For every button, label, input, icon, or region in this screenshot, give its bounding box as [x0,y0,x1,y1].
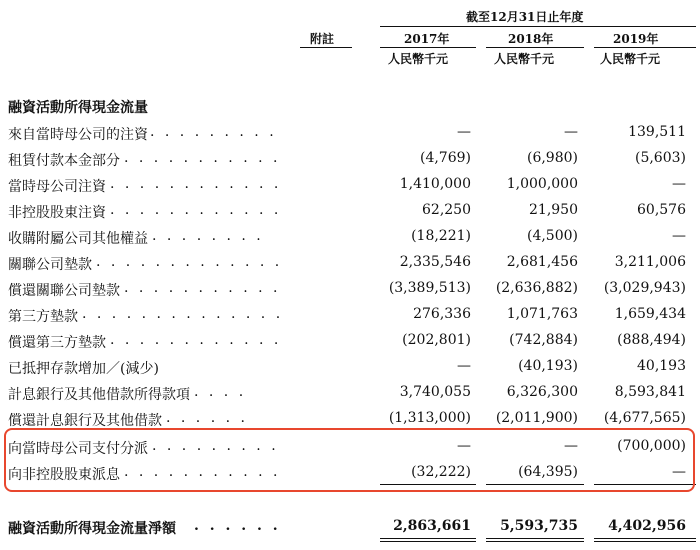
row-label: 向當時母公司支付分派 [8,441,148,457]
cell-2018: 21,950 [529,202,578,218]
cell-2017: 276,336 [413,306,471,322]
row-leader-dots: . . . . . . . . . . . . [110,332,282,348]
cell-2017: 2,335,546 [399,254,471,270]
year-2019-header: 2019年 [613,32,659,46]
total-line-2017-a [380,538,476,539]
row-label: 當時母公司注資 [8,179,106,195]
cell-2018: (64,395) [518,464,578,480]
row-label: 償還關聯公司墊款 [8,283,120,299]
cell-2019: 40,193 [637,358,686,374]
cell-2017: — [457,438,471,454]
year-2017-header: 2017年 [404,32,450,46]
cell-2019: — [672,464,686,480]
total-line-2019-a [594,538,696,539]
unit-2019: 人民幣千元 [600,52,661,66]
note-header: 附註 [310,32,335,46]
cell-2019: (3,029,943) [603,280,686,296]
cell-2018: 1,000,000 [506,176,578,192]
row-label: 第三方墊款 [8,309,78,325]
row-leader-dots: . . . . . . . . . . . . [110,202,282,218]
cell-2017: 1,410,000 [399,176,471,192]
year-2017-underline [380,47,476,48]
cell-2017: (4,769) [419,150,471,166]
total-line-2017-b [380,541,476,542]
cell-2018: 6,326,300 [506,384,578,400]
row-label: 償還計息銀行及其他借款 [8,413,162,429]
row-leader-dots: . . . . . . . . [152,228,264,244]
note-underline [300,47,352,48]
cell-2018: 1,071,763 [506,306,578,322]
total-line-2019-b [594,541,696,542]
row-leader-dots: . . . . . . . . . [150,124,277,140]
row-label: 來自當時母公司的注資 [8,127,148,143]
row-label: 已抵押存款增加／(減少) [8,361,159,377]
total-line-2018-a [486,538,584,539]
total-label: 融資活動所得現金流量淨額 [8,521,176,537]
total-2017: 2,863,661 [393,518,471,534]
row-leader-dots: . . . . . . . . . . . . [110,176,282,192]
row-leader-dots: . . . . . . . . . . . [124,150,281,166]
row-leader-dots: . . . . [194,384,247,400]
period-title: 截至12月31日止年度 [466,10,584,24]
cell-2018: 2,681,456 [506,254,578,270]
row-leader-dots: . . . . . . . . . [152,438,279,454]
cell-2019: (888,494) [617,332,686,348]
unit-2017: 人民幣千元 [388,52,449,66]
row-label: 計息銀行及其他借款所得款項 [8,387,190,403]
cell-2019: — [672,228,686,244]
cell-2018: (2,636,882) [495,280,578,296]
cell-2019: (5,603) [634,150,686,166]
cell-2017: (18,221) [411,228,471,244]
cell-2018: (6,980) [526,150,578,166]
row-leader-dots: . . . . . . . . . . . [124,280,281,296]
year-2018-header: 2018年 [508,32,554,46]
year-2019-underline [594,47,696,48]
row-label: 非控股股東注資 [8,205,106,221]
unit-2018: 人民幣千元 [494,52,555,66]
cell-2018: — [564,124,578,140]
total-leader-dots: . . . . . . [194,518,281,534]
row-label: 償還第三方墊款 [8,335,106,351]
cell-2018: (4,500) [526,228,578,244]
cell-2019: (700,000) [617,438,686,454]
year-2018-underline [486,47,584,48]
highlight-box [4,428,695,492]
cell-2019: 1,659,434 [614,306,686,322]
row-label: 收購附屬公司其他權益 [8,231,148,247]
row-label: 向非控股股東派息 [8,467,120,483]
cell-2017: (202,801) [402,332,471,348]
row-label: 租賃付款本金部分 [8,153,120,169]
cell-2019: 60,576 [637,202,686,218]
cell-2017: 62,250 [422,202,471,218]
row-leader-dots: . . . . . . . . . . . . . . [82,306,284,322]
cell-2019: — [672,176,686,192]
cell-2017: 3,740,055 [399,384,471,400]
cell-2017: — [457,124,471,140]
cell-2018: (40,193) [518,358,578,374]
row-leader-dots: . . . . . . [166,410,248,426]
cell-2018: — [564,438,578,454]
cell-2019: 8,593,841 [614,384,686,400]
total-2018: 5,593,735 [500,518,578,534]
cell-2019: 3,211,006 [614,254,686,270]
cell-2017: — [457,358,471,374]
cell-2017: (3,389,513) [388,280,471,296]
total-line-2018-b [486,541,584,542]
row-label: 關聯公司墊款 [8,257,92,273]
section-title: 融資活動所得現金流量 [8,100,148,116]
cell-2019: 139,511 [628,124,686,140]
row-leader-dots: . . . . . . . . . . . . . [96,254,283,270]
period-underline [380,26,696,27]
row-leader-dots: . . . . . . . . . . . [124,464,281,480]
cell-2018: (742,884) [509,332,578,348]
total-2019: 4,402,956 [608,518,686,534]
cell-2017: (1,313,000) [388,410,471,426]
cell-2017: (32,222) [411,464,471,480]
cell-2018: (2,011,900) [495,410,578,426]
cell-2019: (4,677,565) [603,410,686,426]
